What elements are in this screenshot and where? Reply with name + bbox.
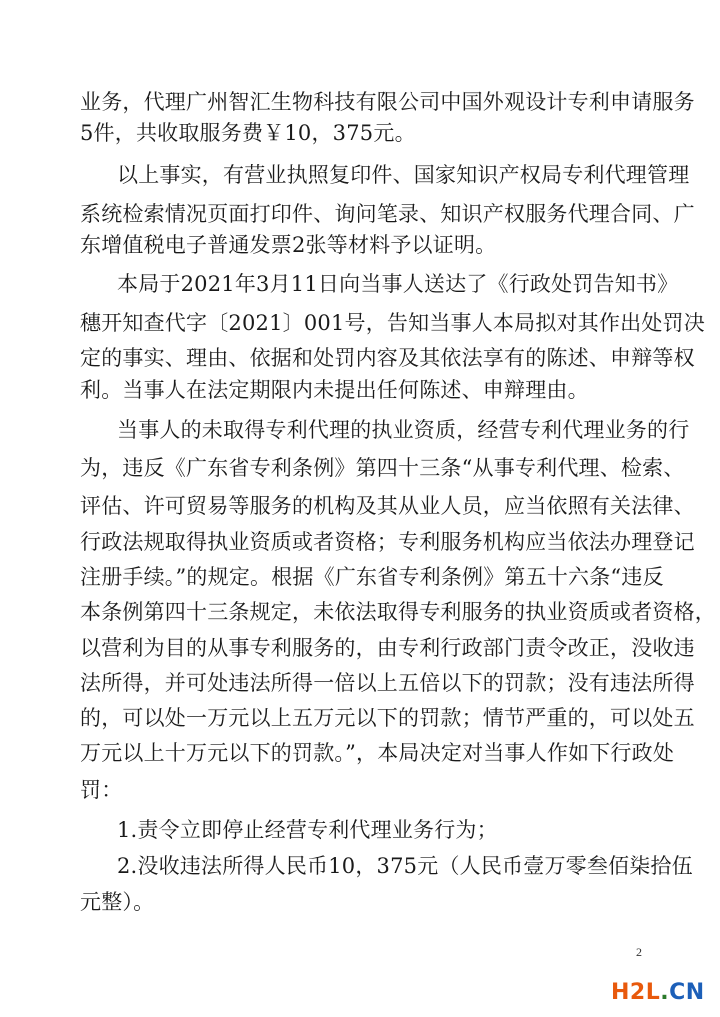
text-line: 万元以上十万元以下的罚款。”，本局决定对当事人作如下行政处 (80, 741, 675, 765)
text-line: 行政法规取得执业资质或者资格；专利服务机构应当依法办理登记 (80, 530, 695, 554)
watermark-part-a: H2L (611, 980, 661, 1005)
text-line: 系统检索情况页面打印件、询问笔录、知识产权服务代理合同、广 (80, 202, 695, 226)
watermark-part-c: CN (669, 980, 705, 1005)
text-line: 定的事实、理由、依据和处罚内容及其依法享有的陈述、申辩等权 (80, 346, 695, 370)
text-line: 注册手续。”的规定。根据《广东省专利条例》第五十六条“违反 (80, 565, 664, 589)
text-line: 当事人的未取得专利代理的执业资质，经营专利代理业务的行 (117, 418, 690, 442)
text-line: 5件，共收取服务费￥10，375元。 (80, 121, 416, 145)
text-line: 法所得，并可处违法所得一倍以上五倍以下的罚款；没有违法所得 (80, 671, 695, 695)
page-number: 2 (636, 945, 642, 959)
text-line: 以营利为目的从事专利服务的，由专利行政部门责令改正，没收违 (80, 636, 695, 660)
text-line: 2.没收违法所得人民币10，375元（人民币壹万零叁佰柒拾伍 (117, 854, 693, 878)
text-line: 利。当事人在法定期限内未提出任何陈述、申辩理由。 (80, 378, 589, 402)
site-watermark-logo (611, 980, 705, 1005)
text-line: 的，可以处一万元以上五万元以下的罚款；情节严重的，可以处五 (80, 706, 695, 730)
text-line: 东增值税电子普通发票2张等材料予以证明。 (80, 233, 497, 257)
text-line: 穗开知查代字〔2021〕001号，告知当事人本局拟对其作出处罚决 (80, 311, 705, 335)
text-line: 元整）。 (80, 890, 155, 914)
watermark-part-b: . (660, 980, 670, 1005)
text-line: 评估、许可贸易等服务的机构及其从业人员，应当依照有关法律、 (80, 494, 695, 518)
text-line: 本局于2021年3月11日向当事人送达了《行政处罚告知书》 (117, 272, 679, 296)
text-line: 以上事实，有营业执照复印件、国家知识产权局专利代理管理 (117, 163, 690, 187)
text-line: 罚： (80, 778, 123, 802)
text-line: 1.责令立即停止经营专利代理业务行为； (117, 818, 498, 842)
text-line: 业务，代理广州智汇生物科技有限公司中国外观设计专利申请服务 (80, 90, 695, 114)
text-line: 为，违反《广东省专利条例》第四十三条“从事专利代理、检索、 (80, 456, 685, 480)
text-line: 本条例第四十三条规定，未依法取得专利服务的执业资质或者资格， (80, 600, 716, 624)
